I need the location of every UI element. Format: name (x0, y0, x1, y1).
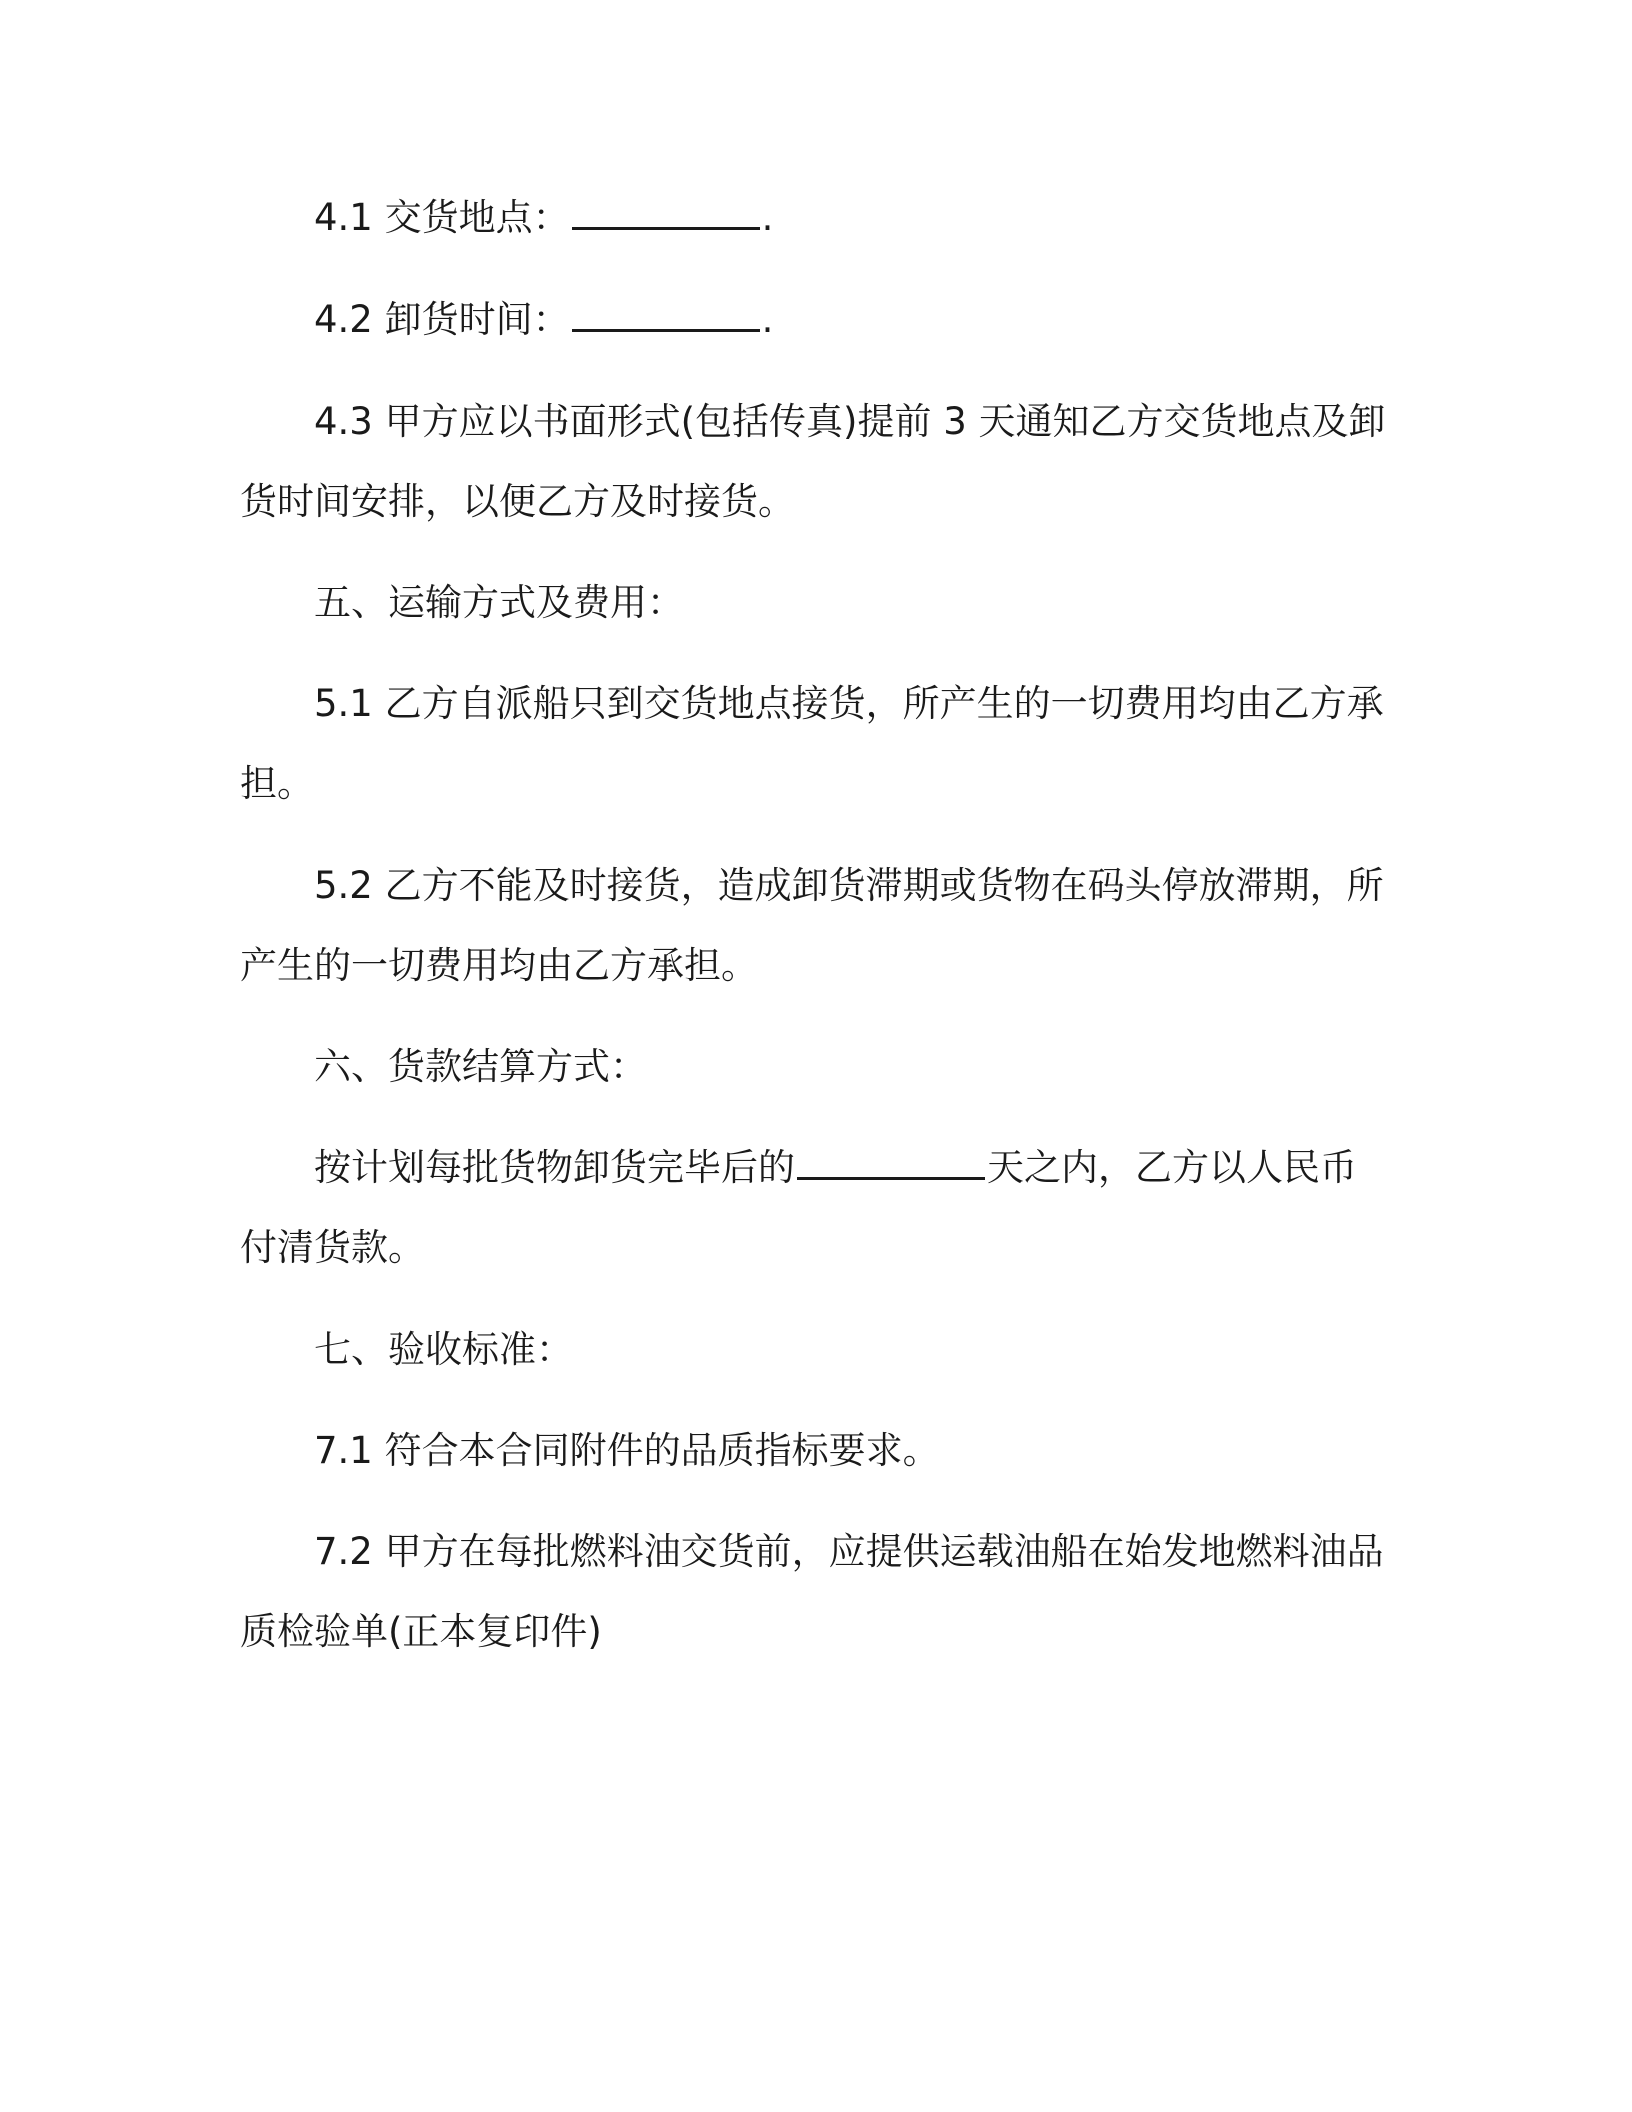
clause-4-2-tail: . (761, 298, 774, 341)
clause-7-2-line1: 7.2 甲方在每批燃料油交货前，应提供运载油船在始发地燃料油品 (314, 1530, 1384, 1573)
clause-4-2-label: 4.2 卸货时间： (314, 298, 570, 341)
clause-4-3-line2: 货时间安排，以便乙方及时接货。 (240, 480, 795, 523)
clause-4-1 (314, 178, 1464, 258)
blank-delivery-location (572, 197, 760, 230)
clause-5-2-line1: 5.2 乙方不能及时接货，造成卸货滞期或货物在码头停放滞期，所 (314, 864, 1384, 907)
heading-6: 六、货款结算方式： (314, 1045, 647, 1088)
clause-6-line2: 付清货款。 (240, 1226, 425, 1269)
clause-4-1-label: 4.1 交货地点： (314, 196, 570, 239)
clause-4-2 (314, 280, 1464, 360)
clause-5-1-line2: 担。 (240, 762, 314, 805)
heading-5: 五、运输方式及费用： (314, 581, 684, 624)
clause-7-2-line2: 质检验单(正本复印件) (240, 1610, 602, 1653)
blank-days (797, 1147, 985, 1180)
clause-5-2-line2: 产生的一切费用均由乙方承担。 (240, 944, 758, 987)
clause-4-1-tail: . (761, 196, 774, 239)
clause-6-before: 按计划每批货物卸货完毕后的 (314, 1146, 795, 1189)
heading-7: 七、验收标准： (314, 1328, 573, 1371)
clause-4-3-line1: 4.3 甲方应以书面形式(包括传真)提前 3 天通知乙方交货地点及卸 (314, 400, 1386, 443)
clause-5-1-line1: 5.1 乙方自派船只到交货地点接货，所产生的一切费用均由乙方承 (314, 682, 1384, 725)
blank-unloading-time (572, 299, 760, 332)
clause-6-after: 天之内，乙方以人民币 (987, 1146, 1357, 1189)
clause-6-line1 (314, 1128, 1464, 1208)
clause-7-1: 7.1 符合本合同附件的品质指标要求。 (314, 1429, 940, 1472)
